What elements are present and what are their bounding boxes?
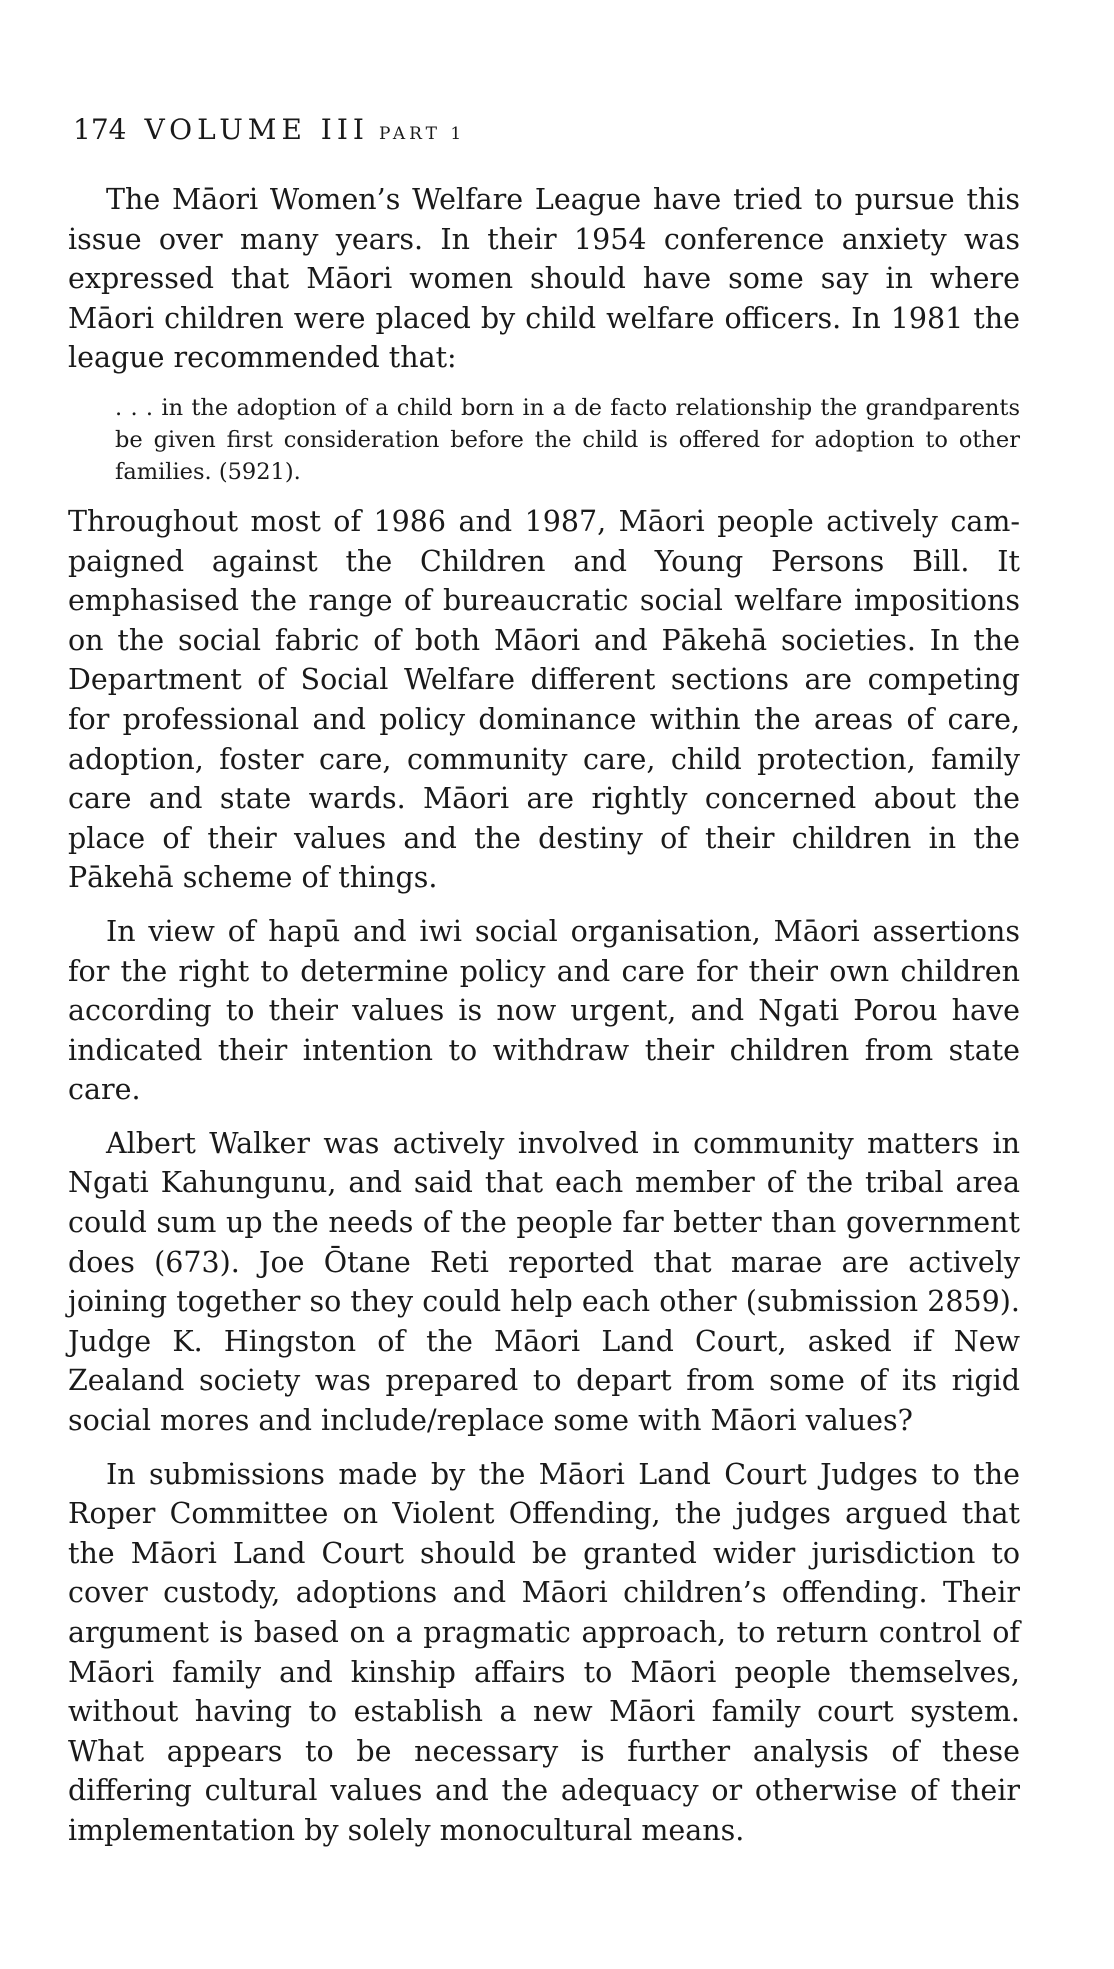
- running-head: [73, 112, 465, 152]
- page-body: [68, 180, 1020, 1851]
- part-label: PART 1: [379, 124, 466, 144]
- block-quote: . . . in the adoption of a child born in a de facto relationship the grandparents be given first consideration before the child is offered for adoption to other families. (5921).: [115, 394, 1020, 485]
- paragraph-children-young-persons-bill: Throughout most of 1986 and 1987, Māori people actively campaigned against the Children and Young Persons Bill. It emphasised the range of bureaucratic social welfare impositions on the social fabric of both Māori and Pākehā societies. In the Department of Social Welfare different sections are competing for professional and policy dominance within the areas of care, adoption, foster care, community care, child protection, family care and state wards. Māori are rightly concerned about the place of their values and the destiny of their children in the Pākehā scheme of things.: [68, 504, 1020, 895]
- page-number: 174: [73, 113, 127, 146]
- paragraph-womens-welfare-league: The Māori Women’s Welfare League have tried to pursue this issue over many years. In their 1954 conference anxiety was expressed that Māori women should have some say in where Māori children were placed by child welfare officers. In 1981 the league recommended that:: [68, 183, 1020, 375]
- volume-label: VOLUME III: [144, 113, 369, 146]
- paragraph-albert-walker: Albert Walker was actively involved in community matters in Ngati Kahungunu, and said that each member of the tribal area could sum up the needs of the people far better than government does (673). Joe Ōtane Reti reported that marae are actively joining together so they could help each other (submission 2859). Judge K. Hingston of the Māori Land Court, asked if New Zealand society was prepared to depart from some of its rigid social mores and include/replace some with Māori values?: [68, 1126, 1020, 1438]
- paragraph-land-court-judges: In submissions made by the Māori Land Court Judges to the Roper Committee on Violent Offending, the judges argued that the Māori Land Court should be granted wider jurisdiction to cover custody, adoptions and Māori children’s offending. Their argument is based on a pragmatic approach, to return control of Māori family and kinship affairs to Māori people themselves, without having to establish a new Māori family court system. What appears to be necessary is further analysis of these differing cultural values and the adequacy or otherwise of their implementation by solely monocultural means.: [68, 1457, 1020, 1847]
- paragraph-hapu-iwi: In view of hapū and iwi social organisation, Māori assertions for the right to determine policy and care for their own children according to their values is now urgent, and Ngati Porou have indicated their intention to withdraw their children from state care.: [68, 914, 1020, 1107]
